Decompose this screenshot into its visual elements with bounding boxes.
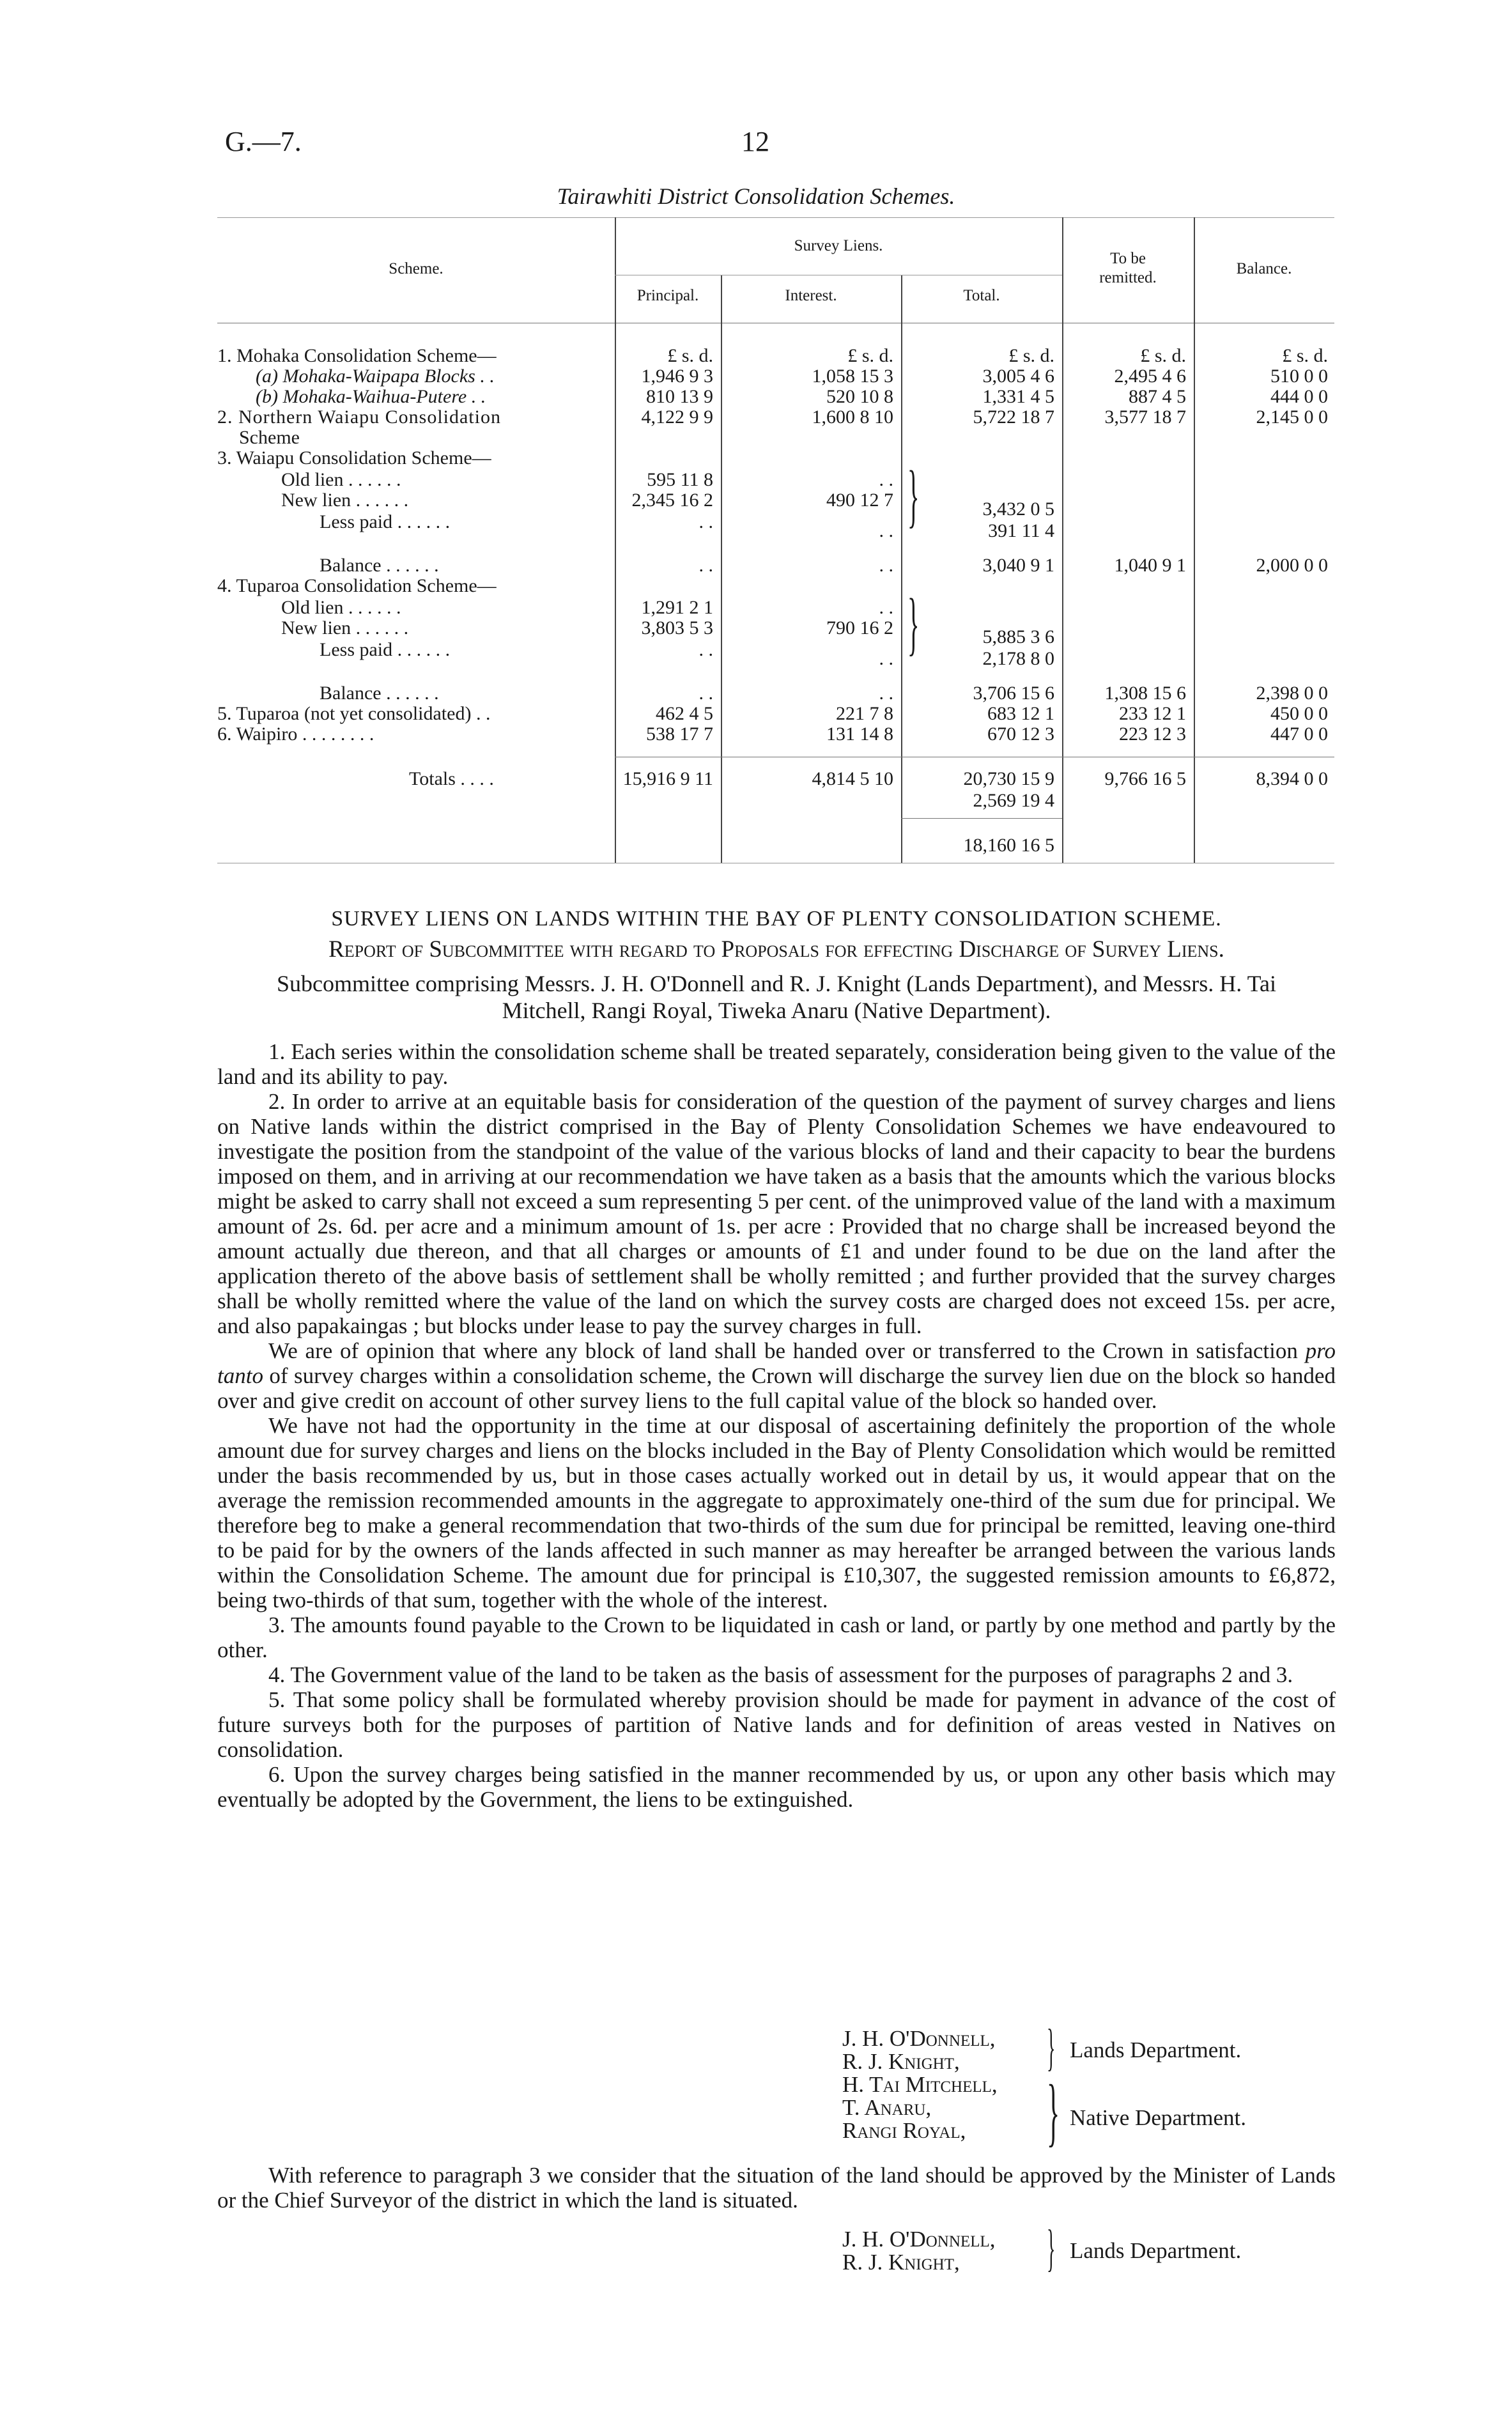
cell-total: 1,331 4 5 [982, 386, 1054, 407]
cell-interest: . . [879, 469, 893, 490]
report-body [217, 1039, 1336, 1812]
signatory: R. J. Knight, [842, 2250, 960, 2275]
col-header-balance: Balance. [1236, 260, 1292, 277]
cell-principal: 462 4 5 [656, 703, 713, 724]
paragraph-6: 6. Upon the survey charges being satisfied in the manner recommended by us, or upon any other basis which may eventually be adopted by the Government, the liens to be extinguished. [217, 1762, 1336, 1812]
paragraph-2b-italic: pro tanto [217, 1338, 1336, 1388]
table-title: Tairawhiti District Consolidation Schemes. [557, 183, 955, 209]
col-header-remitted: To be remitted. [1099, 250, 1157, 286]
cell-interest: 1,600 8 10 [812, 406, 893, 428]
report-heading: SURVEY LIENS ON LANDS WITHIN THE BAY OF PLENTY CONSOLIDATION SCHEME. [331, 907, 1222, 931]
row-label: Scheme [239, 427, 300, 448]
document-reference: G.—7. [225, 126, 302, 157]
paragraph-2b-end: of survey charges within a consolidation scheme, the Crown will discharge the survey lien due on the block so handed over and give credit on account of other survey liens to the full capital value of the block so handed over. [217, 1363, 1336, 1413]
cell-principal: 4,122 9 9 [641, 406, 713, 428]
cell-balance: 444 0 0 [1270, 386, 1328, 407]
row-label: 3. Waiapu Consolidation Scheme— [217, 447, 491, 468]
cell-remitted: 887 4 5 [1129, 386, 1186, 407]
cell-balance: 2,145 0 0 [1256, 406, 1328, 428]
cell-remitted: 233 12 1 [1119, 703, 1186, 724]
paragraph-3: 3. The amounts found payable to the Crown to be liquidated in cash or land, or partly by one method and partly by the other. [217, 1612, 1336, 1662]
cell-total: 670 12 3 [987, 723, 1054, 745]
row-label: 2. Northern Waiapu Consolidation [217, 406, 501, 428]
signatory: J. H. O'Donnell, [842, 2227, 996, 2252]
cell-remitted: 3,577 18 7 [1104, 406, 1186, 428]
cell-principal: 538 17 7 [646, 723, 713, 745]
cell-principal: 595 11 8 [647, 469, 713, 490]
cell-principal: . . [698, 511, 713, 532]
cell-principal: 2,345 16 2 [631, 490, 713, 511]
cell-total: 5,885 3 6 [982, 626, 1054, 647]
cell-total: 3,040 9 1 [982, 555, 1054, 576]
brace-symbol: } [907, 584, 920, 662]
paragraph-2c: We have not had the opportunity in the time at our disposal of ascertaining definitely the proportion of the whole amount due for survey charges and liens on the blocks included in the Bay of Plenty Consolidation which would be remitted under the basis recommended by us, but in those cases actually worked out in detail by us, it would appear that on the average the remission recommended amounts in the aggregate to approximately one-third of the sum due for principal. We therefore beg to make a general recommendation that two-thirds of the sum due for principal be remitted, leaving one-third to be paid for by the owners of the lands affected in such manner as may hereafter be arranged between the various lands within the Consolidation Scheme. The amount due for principal is £10,307, the suggested remission amounts to £6,872, being two-thirds of that sum, together with the whole of the interest. [217, 1413, 1336, 1612]
row-label: (b) Mohaka-Waihua-Putere . . [256, 386, 486, 407]
row-label: Less paid . . . . . . [320, 511, 451, 532]
total-balance: 8,394 0 0 [1256, 768, 1328, 789]
col-header-scheme: Scheme. [389, 260, 444, 277]
cell-remitted: 1,040 9 1 [1114, 555, 1186, 576]
cell-balance: 450 0 0 [1270, 703, 1328, 724]
paragraph-4: 4. The Government value of the land to be taken as the basis of assessment for the purposes of paragraphs 2 and 3. [268, 1662, 1293, 1687]
row-label: 5. Tuparoa (not yet consolidated) . . [217, 703, 491, 724]
paragraph-2b-start: We are of opinion that where any block of land shall be handed over or transferred to the Crown in satisfaction [268, 1338, 1306, 1363]
col-header-interest: Interest. [785, 287, 837, 304]
col-header-principal: Principal. [636, 287, 699, 304]
cell-total: 683 12 1 [987, 703, 1054, 724]
cell-balance: 2,000 0 0 [1256, 555, 1328, 576]
brace-symbol: } [1047, 2020, 1056, 2076]
department-label: Native Department. [1070, 2105, 1247, 2130]
cell-principal: . . [698, 683, 713, 704]
col-divider [1062, 217, 1063, 863]
total-less: 2,569 19 4 [973, 790, 1054, 811]
cell-total: 3,005 4 6 [982, 366, 1054, 387]
total-remitted: 9,766 16 5 [1104, 768, 1186, 789]
row-label: New lien . . . . . . [281, 617, 409, 638]
row-label: Less paid . . . . . . [320, 639, 451, 660]
cell-principal: 1,291 2 1 [641, 597, 713, 618]
cell-interest: 221 7 8 [836, 703, 893, 724]
col-divider [615, 217, 616, 863]
cell-balance: 2,398 0 0 [1256, 683, 1328, 704]
paragraph-5: 5. That some policy shall be formulated whereby provision should be made for payment in advance of the cost of future surveys both for the purposes of partition of Native lands and for definition of areas vested in Natives on consolidation. [217, 1687, 1336, 1762]
cell-remitted: 2,495 4 6 [1114, 366, 1186, 387]
units-principal: £ s. d. [667, 345, 713, 366]
cell-remitted: 223 12 3 [1119, 723, 1186, 745]
total-interest: 4,814 5 10 [812, 768, 893, 789]
row-label: Balance . . . . . . [320, 683, 439, 704]
signatory: R. J. Knight, [842, 2049, 960, 2074]
cell-interest: 131 14 8 [826, 723, 893, 745]
cell-total: 2,178 8 0 [982, 648, 1054, 669]
cell-interest: . . [879, 555, 893, 576]
brace-symbol: } [1047, 2069, 1060, 2154]
page-number: 12 [741, 126, 769, 157]
row-label: New lien . . . . . . [281, 490, 409, 511]
units-balance: £ s. d. [1282, 345, 1328, 366]
cell-principal: . . [698, 555, 713, 576]
cell-interest: . . [879, 648, 893, 669]
cell-interest: . . [879, 520, 893, 541]
col-header-survey-liens: Survey Liens. [794, 237, 883, 254]
signatory: Rangi Royal, [842, 2118, 966, 2143]
row-label: Balance . . . . . . [320, 555, 439, 576]
department-label: Lands Department. [1070, 2238, 1242, 2263]
signatory: J. H. O'Donnell, [842, 2026, 996, 2051]
table-top-rule [217, 217, 1334, 218]
cell-interest: . . [879, 683, 893, 704]
signature-block-1 [842, 2020, 1328, 2160]
total-net: 18,160 16 5 [963, 835, 1054, 856]
cell-total: 5,722 18 7 [973, 406, 1054, 428]
col-divider [1194, 217, 1195, 863]
cell-interest: 490 12 7 [826, 490, 893, 511]
row-label: (a) Mohaka-Waipapa Blocks . . [256, 366, 495, 387]
report-subheading: Report of Subcommittee with regard to Proposals for effecting Discharge of Survey Liens. [328, 936, 1224, 963]
final-paragraph: With reference to paragraph 3 we consider that the situation of the land should be approved by the Minister of Lands or the Chief Surveyor of the district in which the land is situated. [217, 2163, 1336, 2213]
cell-principal: 810 13 9 [646, 386, 713, 407]
committee-text: Subcommittee comprising Messrs. J. H. O'Donnell and R. J. Knight (Lands Department), and Messrs. H. Tai Mitchell, Rangi Royal, Tiweka Anaru (Native Department). [276, 971, 1277, 1023]
total-total: 20,730 15 9 [963, 768, 1054, 789]
cell-balance: 510 0 0 [1270, 366, 1328, 387]
row-label: 1. Mohaka Consolidation Scheme— [217, 345, 497, 366]
paragraph-1: 1. Each series within the consolidation scheme shall be treated separately, consideration being given to the value of the land and its ability to pay. [217, 1039, 1336, 1089]
paragraph-2: 2. In order to arrive at an equitable basis for consideration of the question of the payment of survey charges and liens on Native lands within the district comprised in the Bay of Plenty Consolidation Schemes we have endeavoured to investigate the position from the standpoint of the value of the various blocks of land and their capacity to bear the burdens imposed on them, and in arriving at our recommendation we have taken as a basis that the amounts which the various blocks might be asked to carry shall not exceed a sum representing 5 per cent. of the unimproved value of the land with a maximum amount of 2s. 6d. per acre and a minimum amount of 1s. per acre : Provided that no charge shall be increased beyond the amount actually due thereon, and that all charges or amounts of £1 and under found to be due on the land after the application thereto of the above basis of settlement shall be wholly remitted ; and further provided that the survey charges shall be wholly remitted where the value of the land on which the survey costs are charged does not exceed 15s. per acre, and also papakaingas ; but blocks under lease to pay the survey charges in full. [217, 1089, 1336, 1338]
consolidation-table [217, 217, 1334, 882]
brace-symbol: } [907, 456, 920, 534]
brace-symbol: } [1047, 2220, 1056, 2277]
col-header-total: Total. [963, 287, 1000, 304]
cell-interest: . . [879, 597, 893, 618]
signatory: T. Anaru, [842, 2095, 932, 2120]
cell-total: 3,706 15 6 [973, 683, 1054, 704]
units-remitted: £ s. d. [1140, 345, 1186, 366]
total-principal: 15,916 9 11 [622, 768, 713, 789]
cell-interest: 520 10 8 [826, 386, 893, 407]
cell-total: 3,432 0 5 [982, 499, 1054, 520]
signature-block-2 [842, 2220, 1328, 2284]
units-total: £ s. d. [1008, 345, 1054, 366]
units-interest: £ s. d. [847, 345, 893, 366]
cell-principal: 3,803 5 3 [641, 617, 713, 638]
row-label: 6. Waipiro . . . . . . . . [217, 723, 374, 745]
paragraph-2b [217, 1338, 1336, 1413]
cell-remitted: 1,308 15 6 [1104, 683, 1186, 704]
row-label: 4. Tuparoa Consolidation Scheme— [217, 575, 497, 596]
row-label: Old lien . . . . . . [281, 469, 401, 490]
signatory: H. Tai Mitchell, [842, 2072, 998, 2097]
department-label: Lands Department. [1070, 2038, 1242, 2062]
net-rule [901, 818, 1062, 819]
cell-principal: . . [698, 639, 713, 660]
cell-total: 391 11 4 [988, 520, 1054, 541]
totals-label: Totals . . . . [409, 768, 494, 789]
cell-principal: 1,946 9 3 [641, 366, 713, 387]
cell-interest: 790 16 2 [826, 617, 893, 638]
cell-interest: 1,058 15 3 [812, 366, 893, 387]
row-label: Old lien . . . . . . [281, 597, 401, 618]
cell-balance: 447 0 0 [1270, 723, 1328, 745]
